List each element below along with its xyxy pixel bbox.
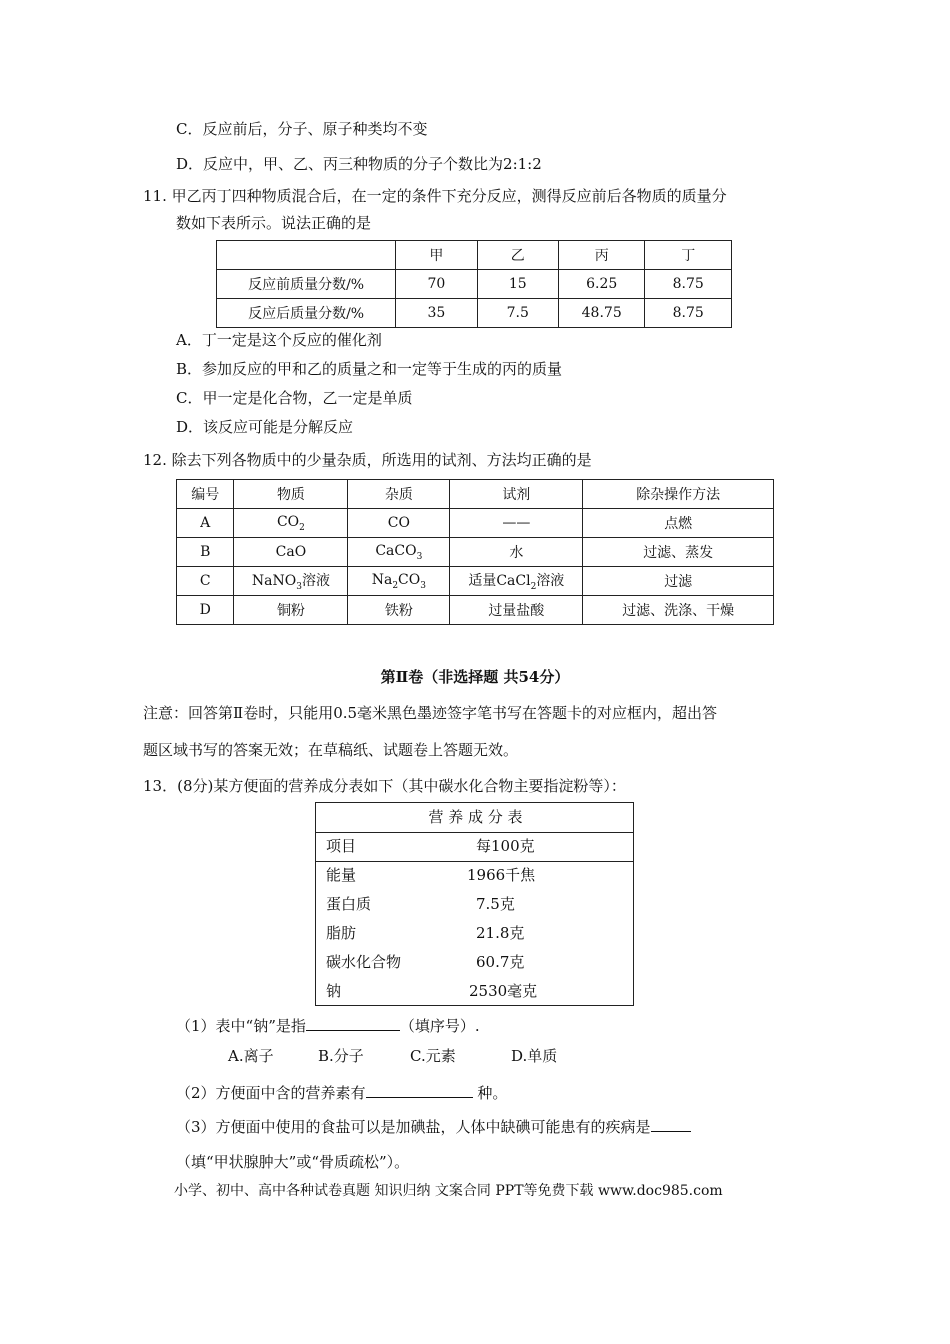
nutrition-item-value: 1966千焦 [467, 866, 536, 884]
answer-blank [366, 1081, 473, 1098]
formula-subscript: 2 [392, 580, 399, 591]
table-cell: 点燃 [583, 509, 774, 538]
table-cell: 物质 [234, 480, 348, 509]
q13-sub2 [176, 1081, 507, 1103]
formula-text: CO [398, 571, 421, 588]
table-cell: 编号 [177, 480, 234, 509]
nutrition-item-value: 7.5克 [476, 895, 515, 913]
table-cell [348, 538, 450, 567]
table-cell: CO [348, 509, 450, 538]
table-row [217, 270, 732, 299]
table-cell: 铜粉 [234, 596, 348, 625]
part2-note-line2: 题区域书写的答案无效；在草稿纸、试题卷上答题无效。 [143, 741, 519, 759]
divider [316, 861, 633, 862]
q13-sub1-suffix: （填序号）. [399, 1017, 480, 1035]
table-row [177, 567, 774, 596]
table-cell: 铁粉 [348, 596, 450, 625]
nutrition-item-value: 2530毫克 [469, 982, 538, 1000]
formula-text: 适量CaCl [468, 573, 531, 590]
table-cell: 乙 [477, 241, 558, 270]
table-cell: 35 [396, 299, 477, 328]
q13-sub3-continuation: （填“甲状腺肿大”或“骨质疏松”）。 [176, 1153, 410, 1171]
q11-option-c: C．甲一定是化合物，乙一定是单质 [176, 389, 413, 407]
table-cell: D [177, 596, 234, 625]
table-row [177, 596, 774, 625]
nutrition-item-value: 21.8克 [476, 924, 525, 942]
table-cell: 试剂 [450, 480, 583, 509]
q13-sub1-prefix: （1）表中“钠”是指 [176, 1017, 306, 1035]
table-cell: 甲 [396, 241, 477, 270]
formula-text: 溶液 [301, 573, 330, 590]
q13-sub1-option-c: C.元素 [410, 1047, 456, 1065]
table-cell: C [177, 567, 234, 596]
nutrition-col-item: 项目 [326, 837, 357, 855]
formula-subscript: 3 [296, 581, 302, 592]
q13-sub2-suffix: 种。 [472, 1084, 508, 1102]
table-cell: 过滤、洗涤、干燥 [583, 596, 774, 625]
formula-text: NaNO [251, 573, 297, 590]
q13-sub2-prefix: （2）方便面中含的营养素有 [176, 1084, 366, 1102]
table-cell: 反应后质量分数/% [217, 299, 396, 328]
answer-blank [306, 1014, 400, 1031]
q12-stem: 12. 除去下列各物质中的少量杂质，所选用的试剂、方法均正确的是 [143, 451, 592, 469]
table-cell: 70 [396, 270, 477, 299]
table-cell: 过量盐酸 [450, 596, 583, 625]
formula-subscript: 2 [299, 522, 305, 533]
table-cell: 8.75 [645, 299, 732, 328]
q13-sub3-text: （3）方便面中使用的食盐可以是加碘盐，人体中缺碘可能患有的疾病是 [176, 1118, 651, 1136]
formula-subscript: 2 [530, 581, 537, 592]
q13-sub1 [176, 1014, 480, 1036]
table-cell: 水 [450, 538, 583, 567]
formula-text: 溶液 [536, 573, 565, 590]
answer-blank [651, 1115, 691, 1132]
table-cell: 8.75 [645, 270, 732, 299]
q12-table [176, 479, 774, 625]
q13-stem: 13．(8分)某方便面的营养成分表如下（其中碳水化合物主要指淀粉等）： [143, 777, 626, 795]
table-cell [348, 567, 450, 596]
q11-stem-line1: 11. 甲乙丙丁四种物质混合后，在一定的条件下充分反应，测得反应前后各物质的质量分 [143, 187, 727, 205]
table-row [217, 299, 732, 328]
q10-option-c: C．反应前后，分子、原子种类均不变 [176, 120, 428, 138]
q13-sub1-option-a: A.离子 [228, 1047, 274, 1065]
nutrition-table [315, 802, 634, 1006]
formula-subscript: 3 [420, 580, 426, 591]
table-cell: 过滤 [583, 567, 774, 596]
nutrition-item-name: 能量 [326, 866, 357, 884]
q13-sub3 [176, 1115, 691, 1137]
q13-sub1-option-d: D.单质 [511, 1047, 558, 1065]
q11-table [216, 240, 732, 328]
formula-subscript: 3 [416, 551, 423, 562]
part2-note-line1: 注意：回答第Ⅱ卷时，只能用0.5毫米黑色墨迹签字笔书写在答题卡的对应框内，超出答 [143, 704, 718, 722]
table-cell [234, 509, 348, 538]
table-cell: 15 [477, 270, 558, 299]
table-cell: CaO [234, 538, 348, 567]
formula-text: Na [371, 571, 393, 588]
table-cell: 丙 [558, 241, 645, 270]
formula-text: CO [276, 513, 300, 530]
nutrition-table-title: 营 养 成 分 表 [428, 808, 523, 826]
table-cell: B [177, 538, 234, 567]
table-cell: 48.75 [558, 299, 645, 328]
table-cell: 反应前质量分数/% [217, 270, 396, 299]
table-cell: 丁 [645, 241, 732, 270]
nutrition-item-name: 钠 [326, 982, 342, 1000]
q11-option-b: B．参加反应的甲和乙的质量之和一定等于生成的丙的质量 [176, 360, 563, 378]
q10-option-d: D．反应中，甲、乙、丙三种物质的分子个数比为2:1:2 [176, 155, 542, 173]
nutrition-item-name: 蛋白质 [326, 895, 372, 913]
divider [316, 832, 633, 833]
table-cell: 6.25 [558, 270, 645, 299]
nutrition-col-per100g: 每100克 [476, 837, 535, 855]
table-row [177, 509, 774, 538]
table-cell: 除杂操作方法 [583, 480, 774, 509]
table-cell: —— [450, 509, 583, 538]
q11-option-a: A．丁一定是这个反应的催化剂 [176, 331, 382, 349]
page-footer: 小学、初中、高中各种试卷真题 知识归纳 文案合同 PPT等免费下载 www.doc985.com [174, 1183, 723, 1199]
table-cell: 7.5 [477, 299, 558, 328]
table-cell [217, 241, 396, 270]
nutrition-item-value: 60.7克 [476, 953, 525, 971]
q13-sub1-option-b: B.分子 [318, 1047, 364, 1065]
table-cell: 杂质 [348, 480, 450, 509]
table-cell [234, 567, 348, 596]
q11-option-d: D．该反应可能是分解反应 [176, 418, 354, 436]
table-cell [450, 567, 583, 596]
nutrition-item-name: 碳水化合物 [326, 953, 402, 971]
table-row [217, 241, 732, 270]
part2-title: 第Ⅱ卷（非选择题 共54分） [380, 668, 570, 686]
q11-stem-line2: 数如下表所示。说法正确的是 [176, 214, 372, 232]
table-row [177, 480, 774, 509]
table-row [177, 538, 774, 567]
nutrition-item-name: 脂肪 [326, 924, 357, 942]
table-cell: A [177, 509, 234, 538]
formula-text: CaCO [375, 542, 417, 559]
table-cell: 过滤、蒸发 [583, 538, 774, 567]
